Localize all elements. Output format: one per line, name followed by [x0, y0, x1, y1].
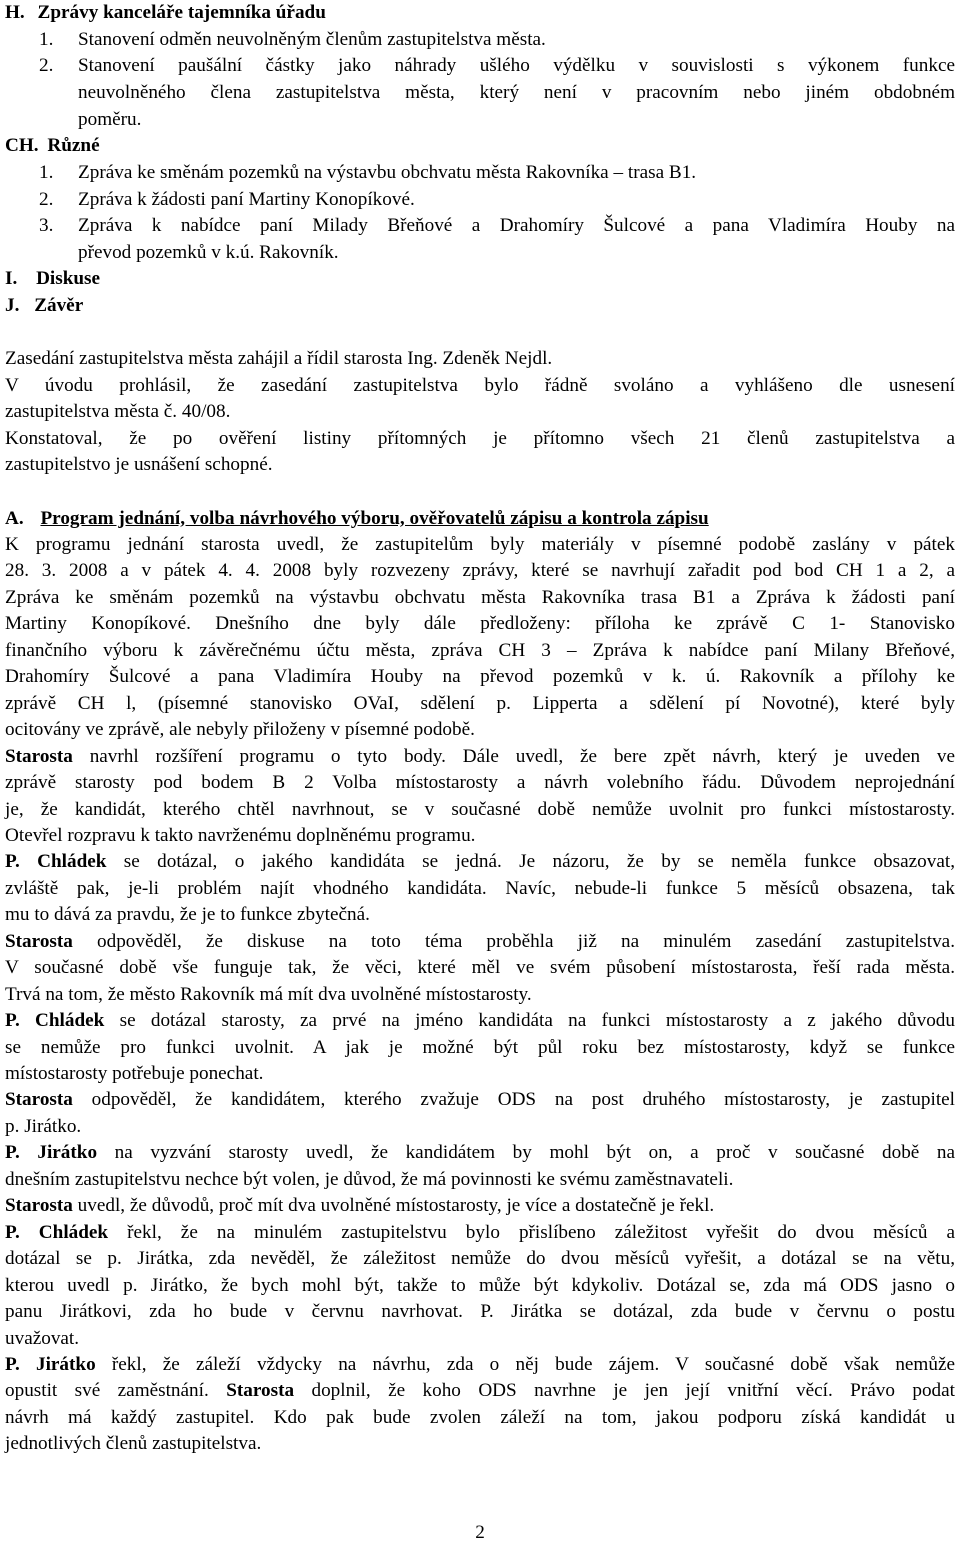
line-text: opustit své zaměstnání.: [5, 1380, 227, 1401]
section-letter: H.: [5, 2, 25, 23]
paragraph-line: [5, 1140, 955, 1166]
list-item: [39, 187, 415, 213]
paragraph-line: [5, 823, 955, 849]
paragraph-line: [5, 1326, 955, 1352]
item-text: Zpráva ke směnám pozemků na výstavbu obchvatu města Rakovníka – trasa B1.: [78, 162, 697, 183]
paragraph-line: V úvodu prohlásil, že zasedání zastupitelstva bylo řádně svoláno a vyhlášeno dle usnesení: [5, 375, 955, 396]
item-number: 1.: [39, 29, 54, 50]
paragraph-line: [5, 1035, 955, 1061]
section-letter: J.: [5, 295, 20, 316]
line-text: dnešním zastupitelstvu nechce být volen, je důvod, že má povinnosti ke svému zaměstnavateli.: [5, 1169, 734, 1190]
line-text: uvažovat.: [5, 1328, 80, 1349]
line-text: K programu jednání starosta uvedl, že zastupitelům byly materiály v písemné podobě zaslány v pátek: [5, 534, 955, 555]
paragraph-line: [5, 558, 955, 584]
speaker-name: Starosta: [226, 1380, 295, 1401]
line-text: kterou uvedl p. Jirátko, že bych mohl být, takže to může být kdykoliv. Dotázal se, zda má ODS jasno o: [5, 1275, 955, 1296]
paragraph-line: [5, 770, 955, 796]
speaker-name: P. Chládek: [5, 851, 107, 872]
paragraph-line: [5, 876, 955, 902]
section-ch-heading: [5, 133, 100, 159]
paragraph-line: [5, 1087, 955, 1113]
paragraph-line: [5, 1220, 955, 1246]
paragraph-line: [5, 1378, 955, 1404]
section-letter: I.: [5, 268, 18, 289]
line-text: místostarosty potřebuje ponechat.: [5, 1063, 264, 1084]
line-text: řekl, že záleží vždycky na návrhu, zda o něj bude zájem. V současné době však nemůže: [95, 1354, 955, 1375]
paragraph-line: [5, 797, 955, 823]
item-number: 3.: [39, 215, 54, 236]
line-text: navrhl rozšíření programu o tyto body. Dále uvedl, že bere zpět návrh, který je uveden ve: [72, 746, 955, 767]
line-text: jednotlivých členů zastupitelstva.: [5, 1433, 262, 1454]
item-text: Stanovení odměn neuvolněným členům zastupitelstva města.: [78, 29, 546, 50]
paragraph-line: zastupitelstva města č. 40/08.: [5, 401, 231, 422]
line-text: panu Jirátkovi, zda ho bude v červnu navrhovat. P. Jirátka se dotázal, zda bude v červnu o postu: [5, 1301, 955, 1322]
line-text: zprávě CH l, (písemné stanovisko OVaI, sdělení p. Lipperta a sdělení pí Novotné), které byly: [5, 693, 955, 714]
paragraph-line: [5, 1431, 955, 1457]
paragraph-line: [5, 585, 955, 611]
section-i-heading: [5, 266, 100, 292]
line-text: 28. 3. 2008 a v pátek 4. 4. 2008 byly rozvezeny zprávy, které se navrhují zařadit pod bod CH 1 a 2, a: [5, 560, 955, 581]
line-text: se dotázal starosty, za prvé na jméno kandidáta na funkci místostarosty a z jakého důvodu: [104, 1010, 955, 1031]
list-item: [39, 27, 546, 53]
line-text: na vyzvání starosty uvedl, že kandidátem by mohl být on, a proč v současné době na: [97, 1142, 956, 1163]
paragraph-line: [5, 1352, 955, 1378]
item-text: Stanovení paušální částky jako náhrady ušlého výdělku v souvislosti s výkonem funkce: [78, 55, 955, 76]
item-text: Zpráva k žádosti paní Martiny Konopíkové.: [78, 189, 415, 210]
paragraph-line: [5, 1246, 955, 1272]
speaker-name: Starosta: [5, 1195, 73, 1216]
line-text: se dotázal, o jakého kandidáta se jedná. Je názoru, že by se neměla funkce obsazovat,: [106, 851, 955, 872]
speaker-name: Starosta: [5, 931, 73, 952]
item-number: 2.: [39, 55, 54, 76]
section-a-heading: [5, 506, 709, 532]
paragraph-line: [5, 1008, 955, 1034]
paragraph-line: [5, 929, 955, 955]
item-text: převod pozemků v k.ú. Rakovník.: [78, 242, 339, 263]
line-text: Otevřel rozpravu k takto navrženému doplněnému programu.: [5, 825, 476, 846]
speaker-name: P. Jirátko: [5, 1142, 98, 1163]
section-title: Program jednání, volba návrhového výboru, ověřovatelů zápisu a kontrola zápisu: [40, 508, 709, 529]
paragraph-line: [5, 664, 955, 690]
paragraph-line: [5, 691, 955, 717]
paragraph-line: zastupitelstvo je usnášení schopné.: [5, 454, 273, 475]
line-text: řekl, že na minulém zastupitelstvu bylo přislíbeno záležitost vyřešit do dvou měsíců a: [108, 1222, 955, 1243]
paragraph-line: [5, 611, 955, 637]
line-text: odpověděl, že kandidátem, kterého zvažuje ODS na post druhého místostarosty, je zastupitel: [72, 1089, 955, 1110]
speaker-name: P. Chládek: [5, 1222, 109, 1243]
line-text: Trvá na tom, že město Rakovník má mít dva uvolněné místostarosty.: [5, 984, 532, 1005]
line-text: zvláště pak, je-li problém najít vhodného kandidáta. Navíc, nebude-li funkce 5 měsíců obsazena, tak: [5, 878, 955, 899]
list-item: [39, 53, 53, 79]
item-text: poměru.: [78, 109, 142, 130]
line-text: Zpráva ke směnám pozemků na výstavbu obchvatu města Rakovníka trasa B1 a Zpráva k žádosti paní: [5, 587, 955, 608]
section-j-heading: [5, 293, 83, 319]
list-item: [39, 160, 697, 186]
paragraph-line: [5, 849, 955, 875]
paragraph-line: [5, 1299, 955, 1325]
line-text: V současné době vše funguje tak, že věci, které měl ve svém působení místostarosta, řeší rada města.: [5, 957, 955, 978]
paragraph-line: [5, 902, 955, 928]
line-text: zprávě starosty pod bodem B 2 Volba místostarosty a návrh volebního řádu. Důvodem neprojednání: [5, 772, 955, 793]
section-title: Zprávy kanceláře tajemníka úřadu: [37, 2, 326, 23]
paragraph-line: Zasedání zastupitelstva města zahájil a řídil starosta Ing. Zdeněk Nejdl.: [5, 348, 553, 369]
item-number: 1.: [39, 162, 54, 183]
speaker-name: P. Jirátko: [5, 1354, 96, 1375]
line-text: je, že kandidát, kterého chtěl navrhnout, se v současné době nemůže uvolnit pro funkci místostarosty.: [5, 799, 955, 820]
paragraph-line: [5, 532, 955, 558]
paragraph-line: [5, 1114, 955, 1140]
paragraph-line: [5, 955, 955, 981]
section-title: Různé: [47, 135, 100, 156]
paragraph-line: [5, 1167, 955, 1193]
speaker-name: P. Chládek: [5, 1010, 105, 1031]
line-text: mu to dává za pravdu, že je to funkce zbytečná.: [5, 904, 370, 925]
paragraph-line: [5, 1061, 955, 1087]
section-h-heading: [5, 0, 326, 26]
line-text: Martiny Konopíkové. Dnešního dne byly dále předloženy: příloha ke zprávě C 1- Stanovisko: [5, 613, 955, 634]
paragraph-line: [5, 1273, 955, 1299]
list-item: [39, 213, 53, 239]
section-letter: CH.: [5, 135, 39, 156]
speaker-name: Starosta: [5, 746, 73, 767]
item-text: Zpráva k nabídce paní Milady Břeňové a Drahomíry Šulcové a pana Vladimíra Houby na: [78, 215, 955, 236]
paragraph-line: [5, 744, 955, 770]
section-title: Závěr: [34, 295, 84, 316]
line-text: doplnil, že koho ODS navrhne je jen její vnitřní věcí. Právo podat: [294, 1380, 955, 1401]
paragraph-line: [5, 717, 955, 743]
line-text: se nemůže pro funkci uvolnit. A jak je možné být půl roku bez místostarosty, když se funkce: [5, 1037, 955, 1058]
paragraph-line: Konstatoval, že po ověření listiny přítomných je přítomno všech 21 členů zastupitelstva a: [5, 428, 955, 449]
item-text: neuvolněného člena zastupitelstva města, který není v pracovním nebo jiném obdobném: [78, 82, 955, 103]
line-text: návrh má každý zastupitel. Kdo pak bude zvolen záleží na tom, jakou podporu získá kandidát u: [5, 1407, 955, 1428]
line-text: dotázal se p. Jirátka, zda nevěděl, že záležitost nemůže do dvou měsíců vyřešit, a dotázal se na větu,: [5, 1248, 955, 1269]
line-text: Drahomíry Šulcové a pana Vladimíra Houby na převod pozemků v k. ú. Rakovník a přílohy ke: [5, 666, 955, 687]
line-text: ocitovány ve zprávě, ale nebyly přiloženy v písemné podobě.: [5, 719, 475, 740]
line-text: odpověděl, že diskuse na toto téma proběhla již na minulém zasedání zastupitelstva.: [72, 931, 955, 952]
speaker-name: Starosta: [5, 1089, 73, 1110]
paragraph-line: [5, 1193, 955, 1219]
line-text: uvedl, že důvodů, proč mít dva uvolněné místostarosty, je více a dostatečně je řekl.: [72, 1195, 715, 1216]
line-text: p. Jirátko.: [5, 1116, 82, 1137]
paragraph-line: [5, 638, 955, 664]
paragraph-line: [5, 1405, 955, 1431]
paragraph-line: [5, 982, 955, 1008]
line-text: finančního výboru k závěrečnému účtu města, zpráva CH 3 – Zpráva k nabídce paní Milany Břeňové,: [5, 640, 955, 661]
item-number: 2.: [39, 189, 54, 210]
section-title: Diskuse: [36, 268, 101, 289]
section-letter: A.: [5, 508, 24, 529]
page-number: 2: [475, 1522, 485, 1543]
